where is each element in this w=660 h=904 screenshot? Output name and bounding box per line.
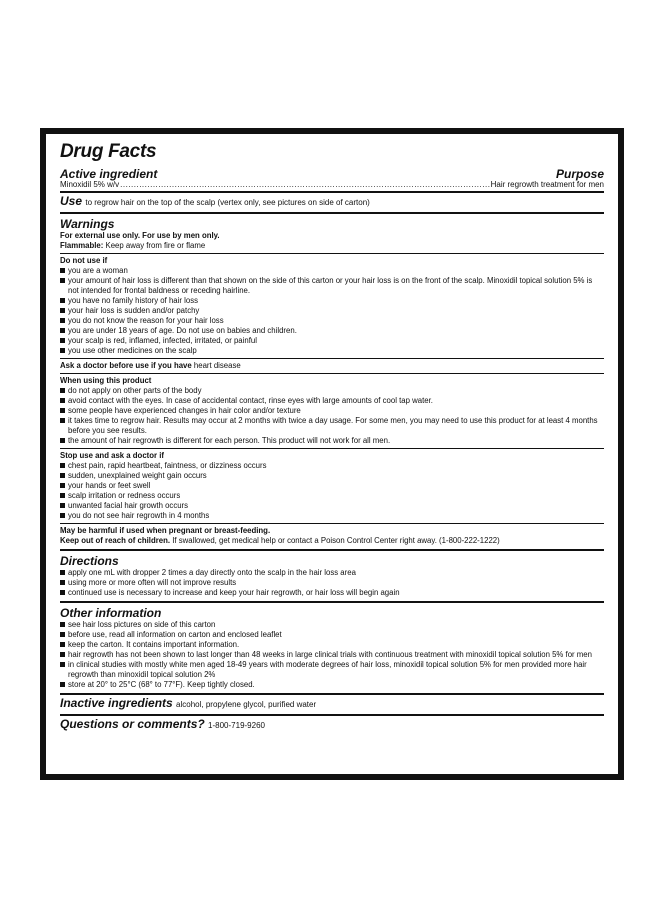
other-info-section [60,603,604,692]
list-item: chest pain, rapid heartbeat, faintness, or dizziness occurs [60,461,604,471]
use-heading: Use [60,193,83,208]
keep-out-text: If swallowed, get medical help or contact a Poison Control Center right away. (1-800-222-1222) [172,535,500,545]
list-item: you are under 18 years of age. Do not use on babies and children. [60,326,604,336]
panel-title: Drug Facts [60,141,157,162]
purpose-heading: Purpose [555,167,604,181]
ask-doctor-text: heart disease [193,360,241,370]
list-item: hair regrowth has not been shown to last longer than 48 weeks in large clinical trials with continuous treatment with minoxidil topical solution 5% for men [60,650,604,660]
stop-use-list [60,461,604,521]
list-item: you are a woman [60,266,604,276]
inactive-text: alcohol, propylene glycol, purified water [176,699,317,709]
warnings-section [60,214,604,253]
pregnancy-text: May be harmful if used when pregnant or breast-feeding. [60,525,271,535]
list-item: your hair loss is sudden and/or patchy [60,306,604,316]
directions-list [60,568,604,598]
active-ingredient-row [60,180,604,190]
list-item: some people have experienced changes in hair color and/or texture [60,406,604,416]
other-info-list [60,620,604,690]
when-using-heading: When using this product [60,375,152,385]
other-info-heading: Other information [60,605,162,620]
inactive-section [60,695,604,713]
flammable-label: Flammable: [60,240,104,250]
list-item: using more or more often will not improve results [60,578,604,588]
list-item: the amount of hair regrowth is different for each person. This product will not work for all men. [60,436,604,446]
ingredient-text: Minoxidil 5% w/v [60,180,120,189]
list-item: your scalp is red, inflamed, infected, irritated, or painful [60,336,604,346]
list-item: you do not see hair regrowth in 4 months [60,511,604,521]
active-ingredient-header [60,168,604,180]
when-using-section [60,374,604,448]
dot-leader [120,180,489,190]
stop-use-section [60,449,604,523]
pregnancy-section [60,524,604,548]
questions-phone: 1-800-719-9260 [208,720,265,730]
list-item: store at 20° to 25°C (68° to 77°F). Keep tightly closed. [60,680,604,690]
list-item: before use, read all information on carton and enclosed leaflet [60,630,604,640]
use-text: to regrow hair on the top of the scalp (vertex only, see pictures on side of carton) [85,197,370,207]
drug-facts-panel [40,128,624,780]
list-item: your amount of hair loss is different than that shown on the side of this carton or your hair loss is on the front of the scalp. Minoxidil topical solution 5% is not intended for frontal baldness or receding hairline. [60,276,604,296]
do-not-use-list [60,266,604,356]
list-item: do not apply on other parts of the body [60,386,604,396]
list-item: sudden, unexplained weight gain occurs [60,471,604,481]
list-item: you use other medicines on the scalp [60,346,604,356]
active-ingredient-heading: Active ingredient [60,167,158,181]
use-section [60,193,604,211]
list-item: avoid contact with the eyes. In case of accidental contact, rinse eyes with large amounts of cool tap water. [60,396,604,406]
do-not-use-section [60,254,604,358]
list-item: apply one mL with dropper 2 times a day directly onto the scalp in the hair loss area [60,568,604,578]
flammable-line [60,241,604,251]
flammable-text: Keep away from fire or flame [105,240,206,250]
ask-doctor-label: Ask a doctor before use if you have [60,360,192,370]
list-item: keep the carton. It contains important information. [60,640,604,650]
list-item: unwanted facial hair growth occurs [60,501,604,511]
list-item: in clinical studies with mostly white men aged 18-49 years with moderate degrees of hair loss, minoxidil topical solution 5% for men provided more hair regrowth than minoxidil topical solution 2% [60,660,604,680]
list-item: it takes time to regrow hair. Results may occur at 2 months with twice a day usage. For some men, you may need to use this product for at least 4 months before you see results. [60,416,604,436]
list-item: scalp irritation or redness occurs [60,491,604,501]
warnings-heading: Warnings [60,216,115,231]
keep-out-label: Keep out of reach of children. [60,535,171,545]
inactive-heading: Inactive ingredients [60,695,173,710]
questions-section [60,716,604,734]
ask-doctor-section [60,359,604,373]
list-item: continued use is necessary to increase and keep your hair regrowth, or hair loss will begin again [60,588,604,598]
stop-use-heading: Stop use and ask a doctor if [60,450,164,460]
do-not-use-heading: Do not use if [60,255,108,265]
directions-heading: Directions [60,553,119,568]
list-item: you have no family history of hair loss [60,296,604,306]
list-item: your hands or feet swell [60,481,604,491]
external-use-text: For external use only. For use by men only. [60,230,220,240]
list-item: see hair loss pictures on side of this carton [60,620,604,630]
list-item: you do not know the reason for your hair loss [60,316,604,326]
directions-section [60,551,604,600]
questions-heading: Questions or comments? [60,716,205,731]
when-using-list [60,386,604,446]
purpose-text: Hair regrowth treatment for men [490,180,604,189]
